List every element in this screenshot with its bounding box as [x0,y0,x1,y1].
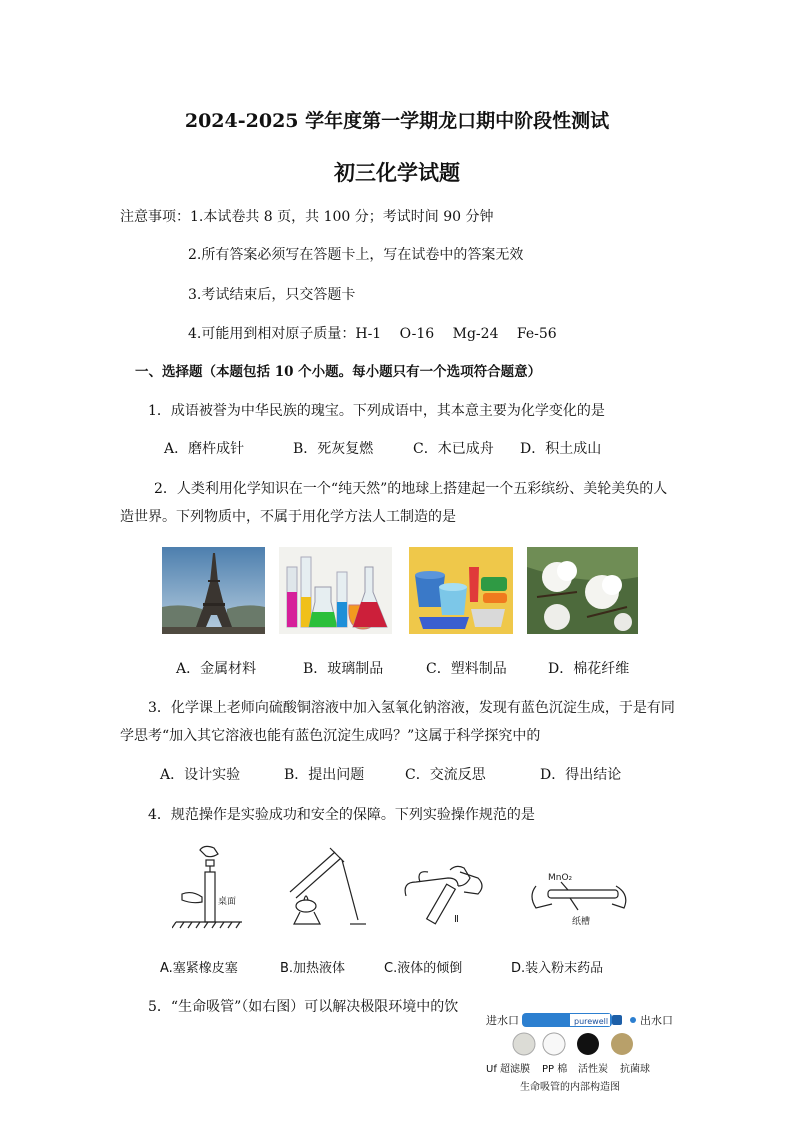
layer-carbon: 活性炭 [578,1064,608,1075]
antibacterial-ball-icon [611,1033,633,1055]
eiffel-tower-photo [162,547,265,634]
q3-option-d: D．得出结论 [540,767,622,783]
notes-item-1: 1.本试卷共 8 页，共 100 分；考试时间 90 分钟 [190,209,494,225]
layer-antibacterial: 抗菌球 [620,1064,650,1075]
plastic-products-photo [409,547,513,634]
q1-option-c: C．木已成舟 [413,441,494,457]
activated-carbon-icon [577,1033,599,1055]
powder-loading-diagram [526,868,634,930]
notes-line-1 [120,206,494,226]
q2-stem-line1: 2．人类利用化学知识在一个“纯天然”的地球上搭建起一个五彩缤纷、美轮美奂的人 [154,481,668,497]
q2-option-b: B．玻璃制品 [303,661,384,677]
q3-option-a: A．设计实验 [160,767,241,783]
uf-membrane-icon [513,1033,535,1055]
stopper-diagram [172,842,252,930]
heating-liquid-diagram [280,842,370,930]
q3-option-c: C．交流反思 [405,767,486,783]
fig-d-label-top: MnO₂ [548,873,573,883]
straw-caption: 生命吸管的内部构造图 [520,1082,620,1093]
q2-option-a: A．金属材料 [176,661,257,677]
q1-option-a: A．磨杵成针 [164,441,245,457]
exam-title: 2024-2025 学年度第一学期龙口期中阶段性测试 [184,110,610,132]
q4-option-d: D.装入粉末药品 [511,961,604,976]
notes-item-4: 4.可能用到相对原子质量：H-1 O-16 Mg-24 Fe-56 [188,326,557,342]
q3-stem-line1: 3．化学课上老师向硫酸铜溶液中加入氢氧化钠溶液，发现有蓝色沉淀生成，于是有同 [148,700,675,716]
pouring-liquid-diagram [398,842,490,930]
q4-stem: 4．规范操作是实验成功和安全的保障。下列实验操作规范的是 [148,807,535,823]
notes-item-3: 3.考试结束后，只交答题卡 [188,287,356,303]
layer-pp: PP 棉 [542,1064,568,1075]
straw-brand: purewell [574,1017,609,1026]
q4-option-a: A.塞紧橡皮塞 [160,961,238,976]
q4-option-b: B.加热液体 [280,961,346,976]
section-heading: 一、选择题（本题包括 10 个小题。每小题只有一个选项符合题意） [135,364,542,380]
exam-subject: 初三化学试题 [334,160,460,185]
straw-outlet-label: 出水口 [640,1014,673,1027]
q1-option-b: B．死灰复燃 [293,441,374,457]
fig-a-label: 桌面 [218,897,237,907]
notes-prefix: 注意事项： [120,209,190,225]
q4-option-c: C.液体的倾倒 [384,961,463,976]
q2-stem-line2: 造世界。下列物质中，不属于用化学方法人工制造的是 [120,509,456,525]
notes-item-2: 2.所有答案必须写在答题卡上，写在试卷中的答案无效 [188,247,524,263]
q3-option-b: B．提出问题 [284,767,365,783]
q2-option-d: D．棉花纤维 [548,661,630,677]
layer-uf: Uf 超滤膜 [486,1064,531,1075]
q2-option-c: C．塑料制品 [426,661,507,677]
life-straw-diagram [482,1008,678,1108]
fig-c-label: Ⅱ [454,914,459,925]
q1-stem: 1．成语被誉为中华民族的瑰宝。下列成语中，其本意主要为化学变化的是 [148,403,605,419]
straw-inlet-label: 进水口 [486,1014,519,1027]
q1-option-d: D．积土成山 [520,441,602,457]
q5-stem: 5．“生命吸管”（如右图）可以解决极限环境中的饮 [148,999,459,1015]
cotton-photo [527,547,638,634]
q3-stem-line2: 学思考“加入其它溶液也能有蓝色沉淀生成吗？”这属于科学探究中的 [120,728,541,744]
fig-d-label-bottom: 纸槽 [572,917,591,927]
glassware-photo [279,547,392,634]
